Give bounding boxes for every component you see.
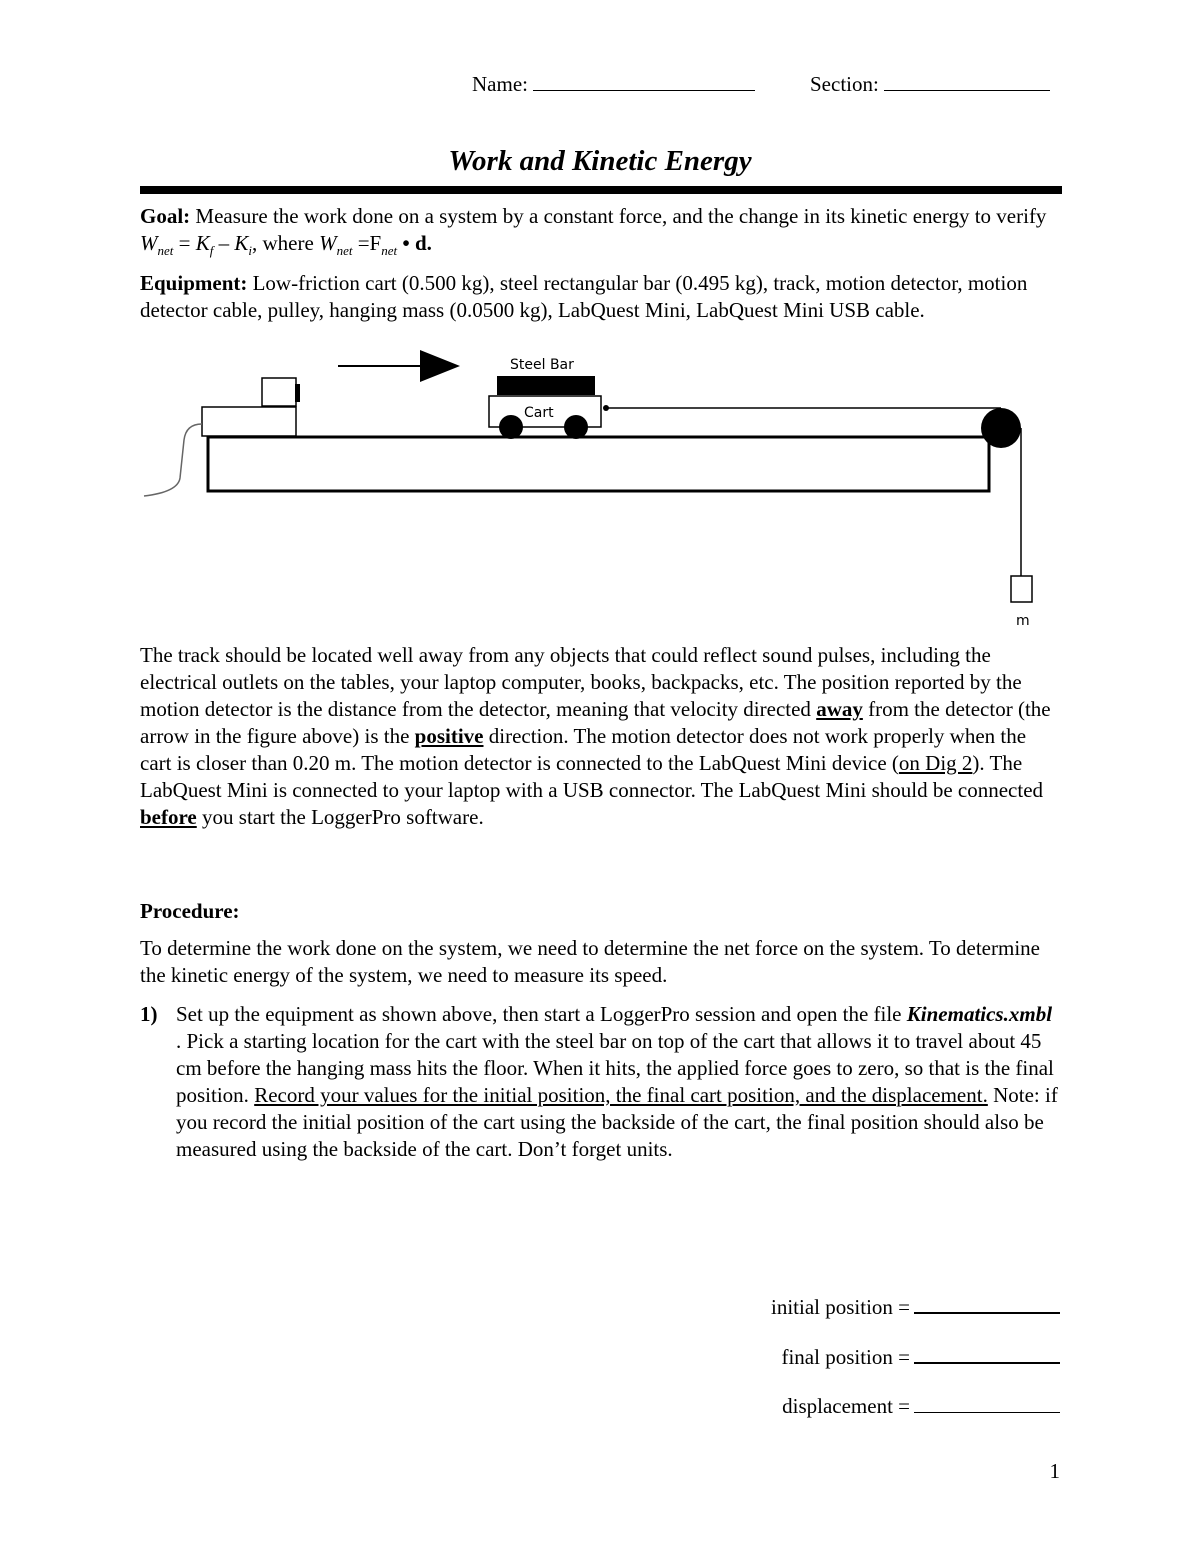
answer-blanks xyxy=(700,1292,1060,1432)
apparatus-diagram xyxy=(140,340,1062,640)
where-text: , where xyxy=(252,231,320,255)
detector-cable xyxy=(144,424,202,496)
positive-emphasis: positive xyxy=(414,724,484,748)
w-symbol: W xyxy=(319,231,337,255)
k-symbol: K xyxy=(234,231,249,255)
final-position-field[interactable] xyxy=(781,1342,1060,1371)
step-text-part: Set up the equipment as shown above, then start a LoggerPro session and open the file xyxy=(176,1002,907,1026)
instructions-paragraph xyxy=(140,642,1062,831)
goal-paragraph xyxy=(140,203,1062,257)
section-field[interactable] xyxy=(810,70,1050,98)
f-subscript: f xyxy=(209,243,214,259)
displacement-field[interactable] xyxy=(782,1392,1060,1420)
direction-arrow xyxy=(338,350,460,382)
record-instruction: Record your values for the initial position, the final cart position, and the displacement. xyxy=(254,1083,988,1107)
initial-position-field[interactable] xyxy=(771,1292,1060,1321)
section-blank[interactable] xyxy=(884,70,1050,91)
body-text: from the detector (the arrow in the figure above) is the xyxy=(140,697,1051,748)
before-emphasis: before xyxy=(140,805,197,829)
name-blank[interactable] xyxy=(533,70,755,91)
goal-label: Goal: xyxy=(140,204,191,228)
pulley xyxy=(981,408,1021,448)
away-emphasis: away xyxy=(816,697,863,721)
hanging-mass xyxy=(1011,576,1032,602)
motion-detector xyxy=(202,378,300,436)
displacement-label: displacement = xyxy=(782,1394,910,1418)
title-rule xyxy=(140,186,1062,194)
header-row xyxy=(0,70,1200,100)
equipment-text: Low-friction cart (0.500 kg), steel rectangular bar (0.495 kg), track, motion detector, motion detector cable, pulley, hanging mass (0.0500 kg), LabQuest Mini, LabQuest Mini USB cable. xyxy=(140,271,1028,322)
steel-bar-label: Steel Bar xyxy=(510,357,574,373)
step-text-part: Note: if you record the initial position of the cart using the backside of the cart, the final position should also be measured using the backside of the cart. Don’t forget units. xyxy=(176,1083,1058,1161)
i-subscript: i xyxy=(248,243,253,259)
initial-position-blank[interactable] xyxy=(914,1292,1060,1314)
procedure-intro: To determine the work done on the system, we need to determine the net force on the system. To determine the kinetic energy of the system, we need to measure its speed. xyxy=(140,936,1040,987)
cart-label: Cart xyxy=(524,405,554,421)
body-text: you start the LoggerPro software. xyxy=(196,805,484,829)
step-text xyxy=(176,1001,1062,1163)
net-subscript: net xyxy=(336,243,353,259)
section-label: Section: xyxy=(810,72,879,96)
steel-bar xyxy=(497,376,595,395)
name-label: Name: xyxy=(472,72,528,96)
goal-text: Measure the work done on a system by a constant force, and the change in its kinetic energy to verify xyxy=(190,204,1047,228)
equals-f: =F xyxy=(352,231,382,255)
net-subscript: net xyxy=(157,243,174,259)
track xyxy=(208,437,989,491)
procedure-heading: Procedure: xyxy=(140,899,240,923)
body-text: ). The LabQuest Mini is connected to your laptop with a USB connector. The LabQuest Mini should be connected xyxy=(140,751,1044,802)
equipment-label: Equipment: xyxy=(140,271,248,295)
page-title: Work and Kinetic Energy xyxy=(448,145,752,177)
minus: – xyxy=(213,231,235,255)
final-position-blank[interactable] xyxy=(914,1342,1060,1364)
k-symbol: K xyxy=(195,231,210,255)
equals: = xyxy=(173,231,196,255)
name-field[interactable] xyxy=(472,70,755,98)
step-text-part: . Pick a starting location for the cart with the steel bar on top of the cart that allows it to travel about 45 cm before the hanging mass hits the floor. When it hits, the applied force goes to zero, so that is the final position. xyxy=(176,1029,1054,1107)
net-subscript: net xyxy=(381,243,398,259)
body-text: direction. The motion detector does not work properly when the cart is closer than 0.20 m. The motion detector is connected to the LabQuest Mini device ( xyxy=(140,724,1027,775)
step-number: 1) xyxy=(140,1002,158,1026)
cart-wheel-right xyxy=(564,415,588,439)
initial-position-label: initial position = xyxy=(770,1295,910,1319)
mass-label: m xyxy=(1016,613,1030,629)
cart-wheel-left xyxy=(499,415,523,439)
dig-port: on Dig 2 xyxy=(898,751,973,775)
final-position-label: final position = xyxy=(781,1345,910,1369)
equipment-paragraph xyxy=(140,270,1062,324)
body-text: The track should be located well away from any objects that could reflect sound pulses, including the electrical outlets on the tables, your laptop computer, books, backpacks, etc. The position reported by the motion detector is the distance from the detector, meaning that velocity directed xyxy=(140,643,1022,721)
displacement-blank[interactable] xyxy=(914,1392,1060,1413)
w-symbol: W xyxy=(140,231,158,255)
dot-d: • d. xyxy=(397,231,432,255)
page-number: 1 xyxy=(1049,1459,1060,1483)
file-name: Kinematics.xmbl xyxy=(906,1002,1053,1026)
